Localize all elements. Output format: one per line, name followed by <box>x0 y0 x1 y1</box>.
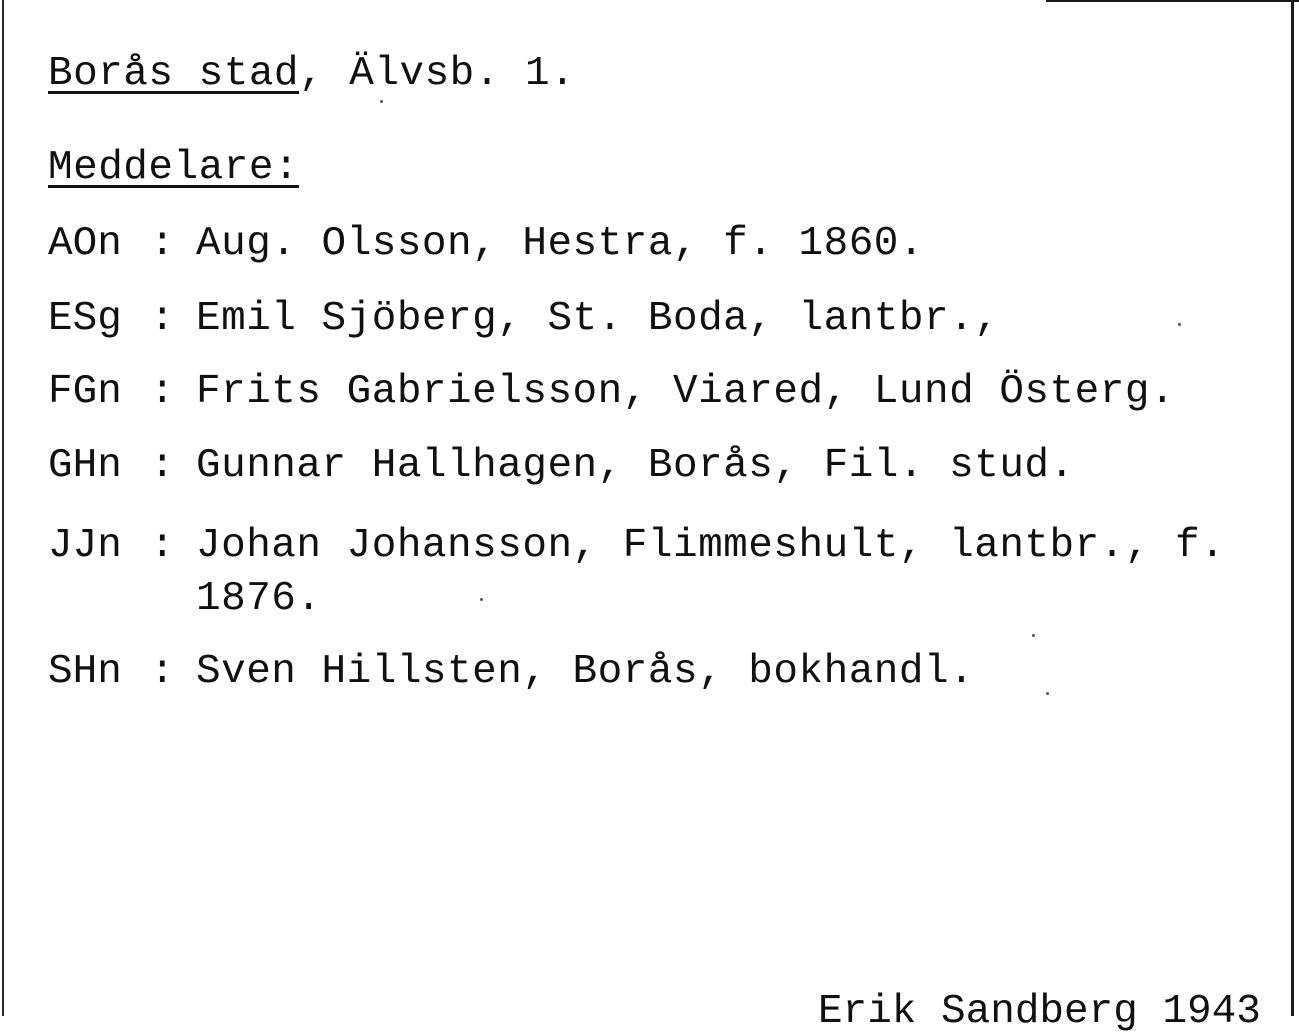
scan-edge-top <box>1046 0 1299 2</box>
informant-code: JJn <box>48 523 122 569</box>
informant-details: Aug. Olsson, Hestra, f. 1860. <box>196 221 925 267</box>
heading-separator: , <box>299 51 325 97</box>
informant-details: Emil Sjöberg, St. Boda, lantbr., <box>196 296 1000 342</box>
informant-colon: : <box>150 221 175 267</box>
place-name: Borås stad <box>48 51 300 97</box>
scan-speck <box>380 100 383 103</box>
informant-details: Gunnar Hallhagen, Borås, Fil. stud. <box>196 443 1075 489</box>
informant-code: FGn <box>48 369 122 415</box>
section-label: Meddelare: <box>48 145 300 191</box>
scan-speck <box>480 598 483 601</box>
scan-edge-left <box>2 0 4 1016</box>
informant-colon: : <box>150 523 175 569</box>
informant-code: SHn <box>48 649 122 695</box>
informant-colon: : <box>150 296 175 342</box>
scan-speck <box>1178 323 1181 326</box>
informant-code: AOn <box>48 221 122 267</box>
informant-colon: : <box>150 369 175 415</box>
informant-details-continued: 1876. <box>196 576 322 622</box>
scan-speck <box>1046 692 1049 695</box>
scan-speck <box>1032 634 1035 637</box>
informant-code: GHn <box>48 443 122 489</box>
card-heading <box>48 52 575 96</box>
informant-details: Frits Gabrielsson, Viared, Lund Österg. <box>196 369 1176 415</box>
informant-details: Sven Hillsten, Borås, bokhandl. <box>196 649 975 695</box>
informant-colon: : <box>150 443 175 489</box>
informant-colon: : <box>150 649 175 695</box>
district-name: Älvsb. 1. <box>349 51 576 97</box>
informant-code: ESg <box>48 296 122 342</box>
scan-edge-right <box>1291 0 1294 1016</box>
signature: Erik Sandberg 1943 <box>818 989 1261 1035</box>
informant-details: Johan Johansson, Flimmeshult, lantbr., f. <box>196 523 1226 569</box>
